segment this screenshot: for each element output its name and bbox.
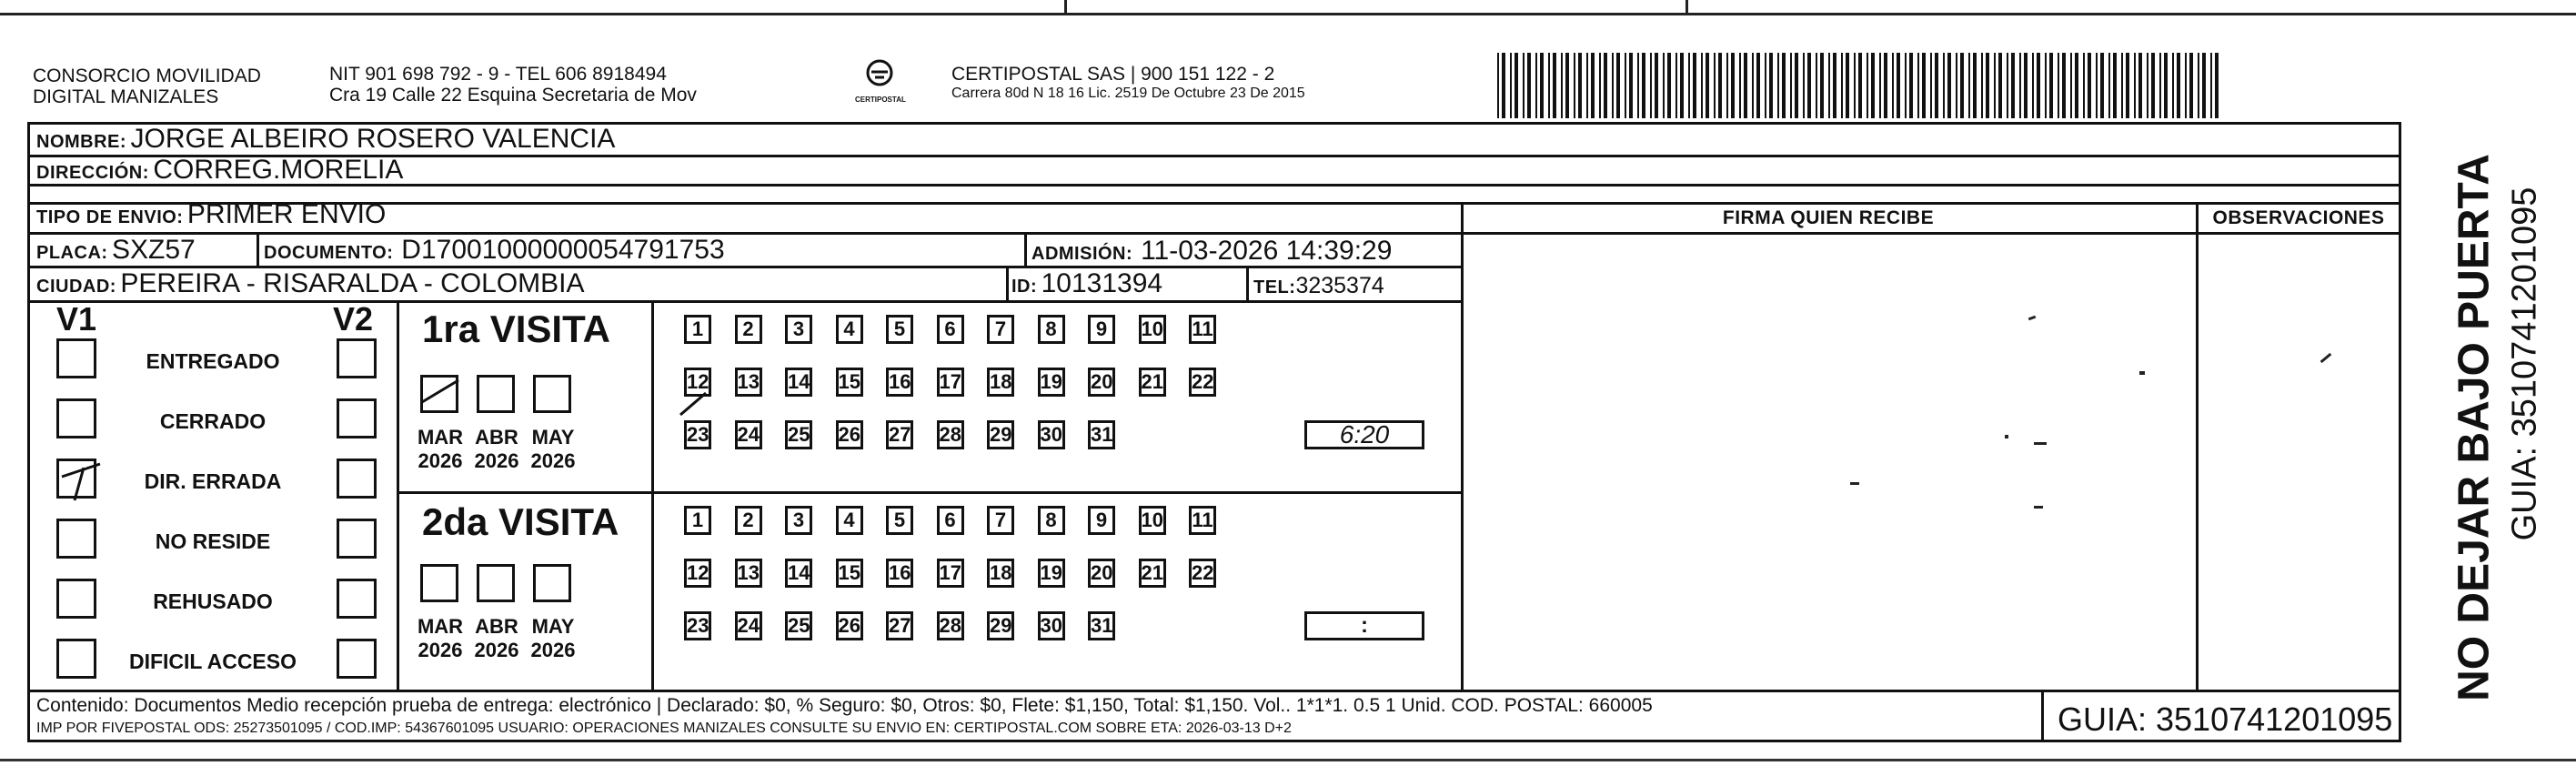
day-box[interactable]: 2 <box>735 315 762 344</box>
tel-value: 3235374 <box>1295 273 1384 298</box>
day-box[interactable]: 31 <box>1088 611 1115 640</box>
v2-checkbox[interactable] <box>337 398 377 438</box>
nombre-value: JORGE ALBEIRO ROSERO VALENCIA <box>130 124 616 154</box>
barcode-bar <box>1943 53 1945 118</box>
month-checkbox[interactable] <box>477 564 515 602</box>
barcode-bar <box>1502 53 1505 118</box>
status-option-label: NO RESIDE <box>155 529 271 553</box>
barcode-bar <box>1616 53 1620 118</box>
barcode-bar <box>2189 53 2193 118</box>
v1-checkbox[interactable] <box>56 579 96 619</box>
ciudad-value: PEREIRA - RISARALDA - COLOMBIA <box>120 268 585 298</box>
barcode-bar <box>1591 53 1595 118</box>
barcode-bar <box>1816 53 1817 118</box>
barcode-bar <box>2177 53 2180 118</box>
day-box[interactable]: 12 <box>684 368 711 397</box>
check-day-12 <box>675 386 711 422</box>
barcode-bar <box>1574 53 1575 118</box>
barcode-bar <box>2096 53 2098 118</box>
barcode-bar <box>1629 53 1633 118</box>
barcode-bar <box>2058 53 2059 118</box>
tipo-label: TIPO DE ENVIO: <box>36 207 184 227</box>
month-label: MAR 2026 <box>417 426 464 472</box>
barcode-bar <box>1553 53 1556 118</box>
admision-value: 11-03-2026 14:39:29 <box>1141 236 1393 266</box>
nombre-label: NOMBRE: <box>36 132 127 152</box>
barcode-bar <box>1688 53 1690 118</box>
barcode-bar <box>1892 53 1894 118</box>
barcode-bar <box>1693 53 1696 118</box>
barcode-bar <box>1956 53 1957 118</box>
day-box[interactable]: 18 <box>987 368 1014 397</box>
barcode-bar <box>2202 53 2206 118</box>
v2-checkbox[interactable] <box>337 579 377 619</box>
v1-checkbox[interactable] <box>56 519 96 559</box>
day-box[interactable]: 31 <box>1088 420 1115 449</box>
barcode-bar <box>1820 53 1824 118</box>
barcode-bar <box>1565 53 1569 118</box>
barcode-bar <box>1718 53 1722 118</box>
barcode-bar <box>2138 53 2142 118</box>
barcode-bar <box>1752 53 1754 118</box>
day-box[interactable]: 18 <box>987 559 1014 588</box>
day-box[interactable]: 16 <box>886 368 913 397</box>
barcode-bar <box>1535 53 1537 118</box>
barcode-bar <box>1599 53 1601 118</box>
barcode-bar <box>2007 53 2008 118</box>
barcode-bar <box>1680 53 1684 118</box>
barcode-bar <box>1909 53 1913 118</box>
barcode-bar <box>1905 53 1907 118</box>
barcode-bar <box>1922 53 1926 118</box>
barcode-bar <box>1867 53 1868 118</box>
v1-checkbox[interactable] <box>56 639 96 679</box>
barcode-bar <box>1540 53 1544 118</box>
day-box[interactable]: 13 <box>735 559 762 588</box>
admision-row: ADMISIÓN: 11-03-2026 14:39:29 <box>1031 236 1393 266</box>
v1-checkbox[interactable] <box>56 338 96 378</box>
barcode-bar <box>2215 53 2219 118</box>
day-box[interactable]: 3 <box>785 506 812 535</box>
barcode-bar <box>2045 53 2047 118</box>
direccion-row <box>36 155 403 186</box>
id-row: ID: 10131394 <box>1011 268 1163 298</box>
v2-label: V2 <box>333 300 374 338</box>
day-box[interactable]: 15 <box>836 368 863 397</box>
barcode-bar <box>1701 53 1703 118</box>
barcode-bar <box>1578 53 1582 118</box>
day-box[interactable]: 1 <box>684 315 711 344</box>
day-box[interactable]: 3 <box>785 315 812 344</box>
day-box[interactable]: 21 <box>1139 368 1166 397</box>
day-box[interactable]: 19 <box>1038 559 1065 588</box>
barcode-bar <box>2037 53 2040 118</box>
day-box[interactable]: 6 <box>937 506 964 535</box>
barcode-bar <box>1510 53 1512 118</box>
barcode-bar <box>2100 53 2104 118</box>
day-box[interactable]: 7 <box>987 315 1014 344</box>
barcode-bar <box>1790 53 1792 118</box>
day-box[interactable]: 29 <box>987 611 1014 640</box>
barcode-bar <box>1897 53 1900 118</box>
ciudad-row: CIUDAD: PEREIRA - RISARALDA - COLOMBIA <box>36 268 585 298</box>
barcode-bar <box>1714 53 1716 118</box>
day-box[interactable]: 5 <box>886 315 913 344</box>
day-box[interactable]: 30 <box>1038 611 1065 640</box>
barcode-bar <box>1523 53 1524 118</box>
barcode-bar <box>1795 53 1798 118</box>
barcode-bar <box>1803 53 1805 118</box>
day-box[interactable]: 14 <box>785 368 812 397</box>
month-checkbox[interactable] <box>477 375 515 413</box>
check-mar-first <box>418 375 464 411</box>
status-option-label: DIR. ERRADA <box>144 469 282 493</box>
day-box[interactable]: 4 <box>836 315 863 344</box>
day-box[interactable]: 8 <box>1038 315 1065 344</box>
day-box[interactable]: 9 <box>1088 506 1115 535</box>
day-box[interactable]: 5 <box>886 506 913 535</box>
barcode-bar <box>2185 53 2187 118</box>
day-box[interactable]: 25 <box>785 611 812 640</box>
barcode-bar <box>1846 53 1849 118</box>
day-box[interactable]: 15 <box>836 559 863 588</box>
month-label: ABR 2026 <box>474 426 519 472</box>
barcode-bar <box>2032 53 2034 118</box>
day-box[interactable]: 11 <box>1189 506 1216 535</box>
documento-row: DOCUMENTO: D17001000000054791753 <box>264 235 725 265</box>
first-visit-title: 1ra VISITA <box>422 307 610 350</box>
barcode-bar <box>1981 53 1983 118</box>
day-box[interactable]: 23 <box>684 420 711 449</box>
barcode-bar <box>1854 53 1856 118</box>
day-box[interactable]: 22 <box>1189 368 1216 397</box>
barcode-bar <box>2172 53 2174 118</box>
barcode-bar <box>1655 53 1658 118</box>
company-nit: NIT 901 698 792 - 9 - TEL 606 8918494 Cra 19 Calle 22 Esquina Secretaria de Mov <box>329 64 697 106</box>
tipo-value: PRIMER ENVIO <box>186 199 387 229</box>
status-option-label: CERRADO <box>159 409 267 433</box>
certipostal-logo: CERTIPOSTAL <box>855 58 904 104</box>
barcode-bar <box>1637 53 1639 118</box>
barcode-bar <box>1667 53 1671 118</box>
barcode-bar <box>2011 53 2015 118</box>
day-box[interactable]: 28 <box>937 611 964 640</box>
v1-label: V1 <box>56 300 97 338</box>
bottom-scan-line <box>0 759 2576 761</box>
nombre-row <box>36 122 615 155</box>
day-box[interactable]: 17 <box>937 559 964 588</box>
day-box[interactable]: 9 <box>1088 315 1115 344</box>
day-box[interactable]: 1 <box>684 506 711 535</box>
month-checkbox[interactable] <box>420 564 458 602</box>
day-box[interactable]: 27 <box>886 420 913 449</box>
barcode-bar <box>1744 53 1747 118</box>
day-box[interactable]: 10 <box>1139 506 1166 535</box>
barcode-bar <box>1527 53 1531 118</box>
day-box[interactable]: 20 <box>1088 559 1115 588</box>
barcode-bar <box>2070 53 2072 118</box>
second-visit-title: 2da VISITA <box>422 500 619 543</box>
month-label: MAY 2026 <box>530 426 576 472</box>
barcode-bar <box>1765 53 1766 118</box>
barcode-bar <box>2108 53 2110 118</box>
barcode-bar <box>1604 53 1607 118</box>
direccion-label: DIRECCIÓN: <box>36 163 149 183</box>
barcode-bar <box>1625 53 1626 118</box>
barcode-bar <box>2210 53 2212 118</box>
firma-header: FIRMA QUIEN RECIBE <box>1722 207 1935 228</box>
barcode <box>1497 53 2223 118</box>
barcode-bar <box>1675 53 1677 118</box>
day-box[interactable]: 4 <box>836 506 863 535</box>
tel-row: TEL:3235374 <box>1253 273 1384 298</box>
barcode-bar <box>1782 53 1786 118</box>
barcode-bar <box>1917 53 1919 118</box>
v2-checkbox[interactable] <box>337 639 377 679</box>
barcode-bar <box>1994 53 1996 118</box>
day-box[interactable]: 17 <box>937 368 964 397</box>
barcode-bar <box>2088 53 2091 118</box>
barcode-bar <box>1650 53 1652 118</box>
day-box[interactable]: 11 <box>1189 315 1216 344</box>
barcode-bar <box>1807 53 1811 118</box>
barcode-bar <box>1642 53 1645 118</box>
day-box[interactable]: 27 <box>886 611 913 640</box>
barcode-bar <box>1930 53 1932 118</box>
barcode-bar <box>2147 53 2148 118</box>
check-dir-errada <box>56 459 107 504</box>
barcode-bar <box>1858 53 1862 118</box>
barcode-bar <box>1706 53 1709 118</box>
barcode-bar <box>2198 53 2199 118</box>
barcode-bar <box>1947 53 1951 118</box>
barcode-bar <box>1871 53 1875 118</box>
time-box[interactable]: 6:20 <box>1304 420 1424 449</box>
month-label: ABR 2026 <box>474 615 519 661</box>
day-box[interactable]: 8 <box>1038 506 1065 535</box>
barcode-bar <box>2113 53 2117 118</box>
day-box[interactable]: 13 <box>735 368 762 397</box>
barcode-bar <box>1548 53 1550 118</box>
month-checkbox[interactable] <box>533 375 571 413</box>
barcode-bar <box>1879 53 1881 118</box>
barcode-bar <box>1935 53 1938 118</box>
day-box[interactable]: 29 <box>987 420 1014 449</box>
placa-value: SXZ57 <box>112 235 196 265</box>
direccion-value: CORREG.MORELIA <box>153 155 404 185</box>
barcode-bar <box>1514 53 1518 118</box>
day-box[interactable]: 2 <box>735 506 762 535</box>
barcode-bar <box>2019 53 2021 118</box>
barcode-bar <box>2126 53 2129 118</box>
barcode-bar <box>1561 53 1563 118</box>
id-value: 10131394 <box>1041 268 1163 298</box>
time-box[interactable]: : <box>1304 611 1424 640</box>
barcode-bar <box>1612 53 1614 118</box>
side-warning: NO DEJAR BAJO PUERTA <box>2450 154 2499 701</box>
v2-checkbox[interactable] <box>337 519 377 559</box>
barcode-bar <box>1726 53 1728 118</box>
barcode-bar <box>2024 53 2028 118</box>
barcode-bar <box>1756 53 1760 118</box>
day-box[interactable]: 10 <box>1139 315 1166 344</box>
day-box[interactable]: 22 <box>1189 559 1216 588</box>
top-scan-box <box>1064 0 1688 15</box>
barcode-bar <box>2083 53 2085 118</box>
day-box[interactable]: 21 <box>1139 559 1166 588</box>
day-box[interactable]: 19 <box>1038 368 1065 397</box>
v1-checkbox[interactable] <box>56 398 96 438</box>
barcode-bar <box>2134 53 2136 118</box>
barcode-bar <box>1586 53 1588 118</box>
month-label: MAR 2026 <box>417 615 464 661</box>
footer-line1: Contenido: Documentos Medio recepción prueba de entrega: electrónico | Declarado: $0, % Seguro: $0, Otros: $0, Flete: $1,150, Total: $1,150. Vol.. 1*1*1. 0.5 1 Unid. COD. POSTAL: 660005 <box>36 695 1653 716</box>
barcode-bar <box>2075 53 2078 118</box>
day-box[interactable]: 14 <box>785 559 812 588</box>
barcode-bar <box>2062 53 2066 118</box>
barcode-bar <box>1986 53 1989 118</box>
day-box[interactable]: 6 <box>937 315 964 344</box>
day-box[interactable]: 30 <box>1038 420 1065 449</box>
side-guia: GUIA: 3510741201095 <box>2505 186 2544 541</box>
day-box[interactable]: 24 <box>735 611 762 640</box>
v2-checkbox[interactable] <box>337 459 377 499</box>
barcode-bar <box>1731 53 1735 118</box>
barcode-bar <box>1777 53 1779 118</box>
day-box[interactable]: 16 <box>886 559 913 588</box>
barcode-bar <box>1960 53 1964 118</box>
barcode-bar <box>1497 53 1499 118</box>
status-option-label: REHUSADO <box>153 590 273 613</box>
month-label: MAY 2026 <box>530 615 576 661</box>
status-option-label: ENTREGADO <box>146 349 280 373</box>
footer-line2: IMP POR FIVEPOSTAL ODS: 25273501095 / COD.IMP: 54367601095 USUARIO: OPERACIONES MANIZALES CONSULTE SU ENVIO EN: CERTIPOSTAL.COM SOBRE ETA: 2026-03-13 D+2 <box>36 721 1292 736</box>
barcode-bar <box>1663 53 1665 118</box>
status-option-label: DIFICIL ACCESO <box>128 650 297 673</box>
barcode-bar <box>1968 53 1970 118</box>
company-name: CONSORCIO MOVILIDAD DIGITAL MANIZALES <box>33 66 261 107</box>
barcode-bar <box>1828 53 1830 118</box>
barcode-bar <box>1998 53 2002 118</box>
carrier-info: CERTIPOSTAL SAS | 900 151 122 - 2 Carrera 80d N 18 16 Lic. 2519 De Octubre 23 De 2015 <box>951 64 1305 101</box>
barcode-bar <box>1833 53 1836 118</box>
barcode-bar <box>1769 53 1773 118</box>
day-box[interactable]: 12 <box>684 559 711 588</box>
day-box[interactable]: 28 <box>937 420 964 449</box>
day-box[interactable]: 26 <box>836 611 863 640</box>
placa-row: PLACA: SXZ57 <box>36 235 196 265</box>
barcode-bar <box>1841 53 1843 118</box>
day-box[interactable]: 7 <box>987 506 1014 535</box>
tipo-row <box>36 198 386 231</box>
day-box[interactable]: 24 <box>735 420 762 449</box>
day-box[interactable]: 23 <box>684 611 711 640</box>
v2-checkbox[interactable] <box>337 338 377 378</box>
barcode-bar <box>1884 53 1887 118</box>
month-checkbox[interactable] <box>533 564 571 602</box>
barcode-bar <box>1973 53 1977 118</box>
barcode-bar <box>2121 53 2123 118</box>
observaciones-header: OBSERVACIONES <box>2212 207 2385 228</box>
barcode-bar <box>2151 53 2155 118</box>
documento-value: D17001000000054791753 <box>401 235 725 265</box>
day-box[interactable]: 26 <box>836 420 863 449</box>
footer-guia: GUIA: 3510741201095 <box>2058 700 2393 738</box>
barcode-bar <box>2159 53 2161 118</box>
barcode-bar <box>2164 53 2168 118</box>
barcode-bar <box>2049 53 2053 118</box>
day-box[interactable]: 20 <box>1088 368 1115 397</box>
day-box[interactable]: 25 <box>785 420 812 449</box>
barcode-bar <box>1739 53 1741 118</box>
